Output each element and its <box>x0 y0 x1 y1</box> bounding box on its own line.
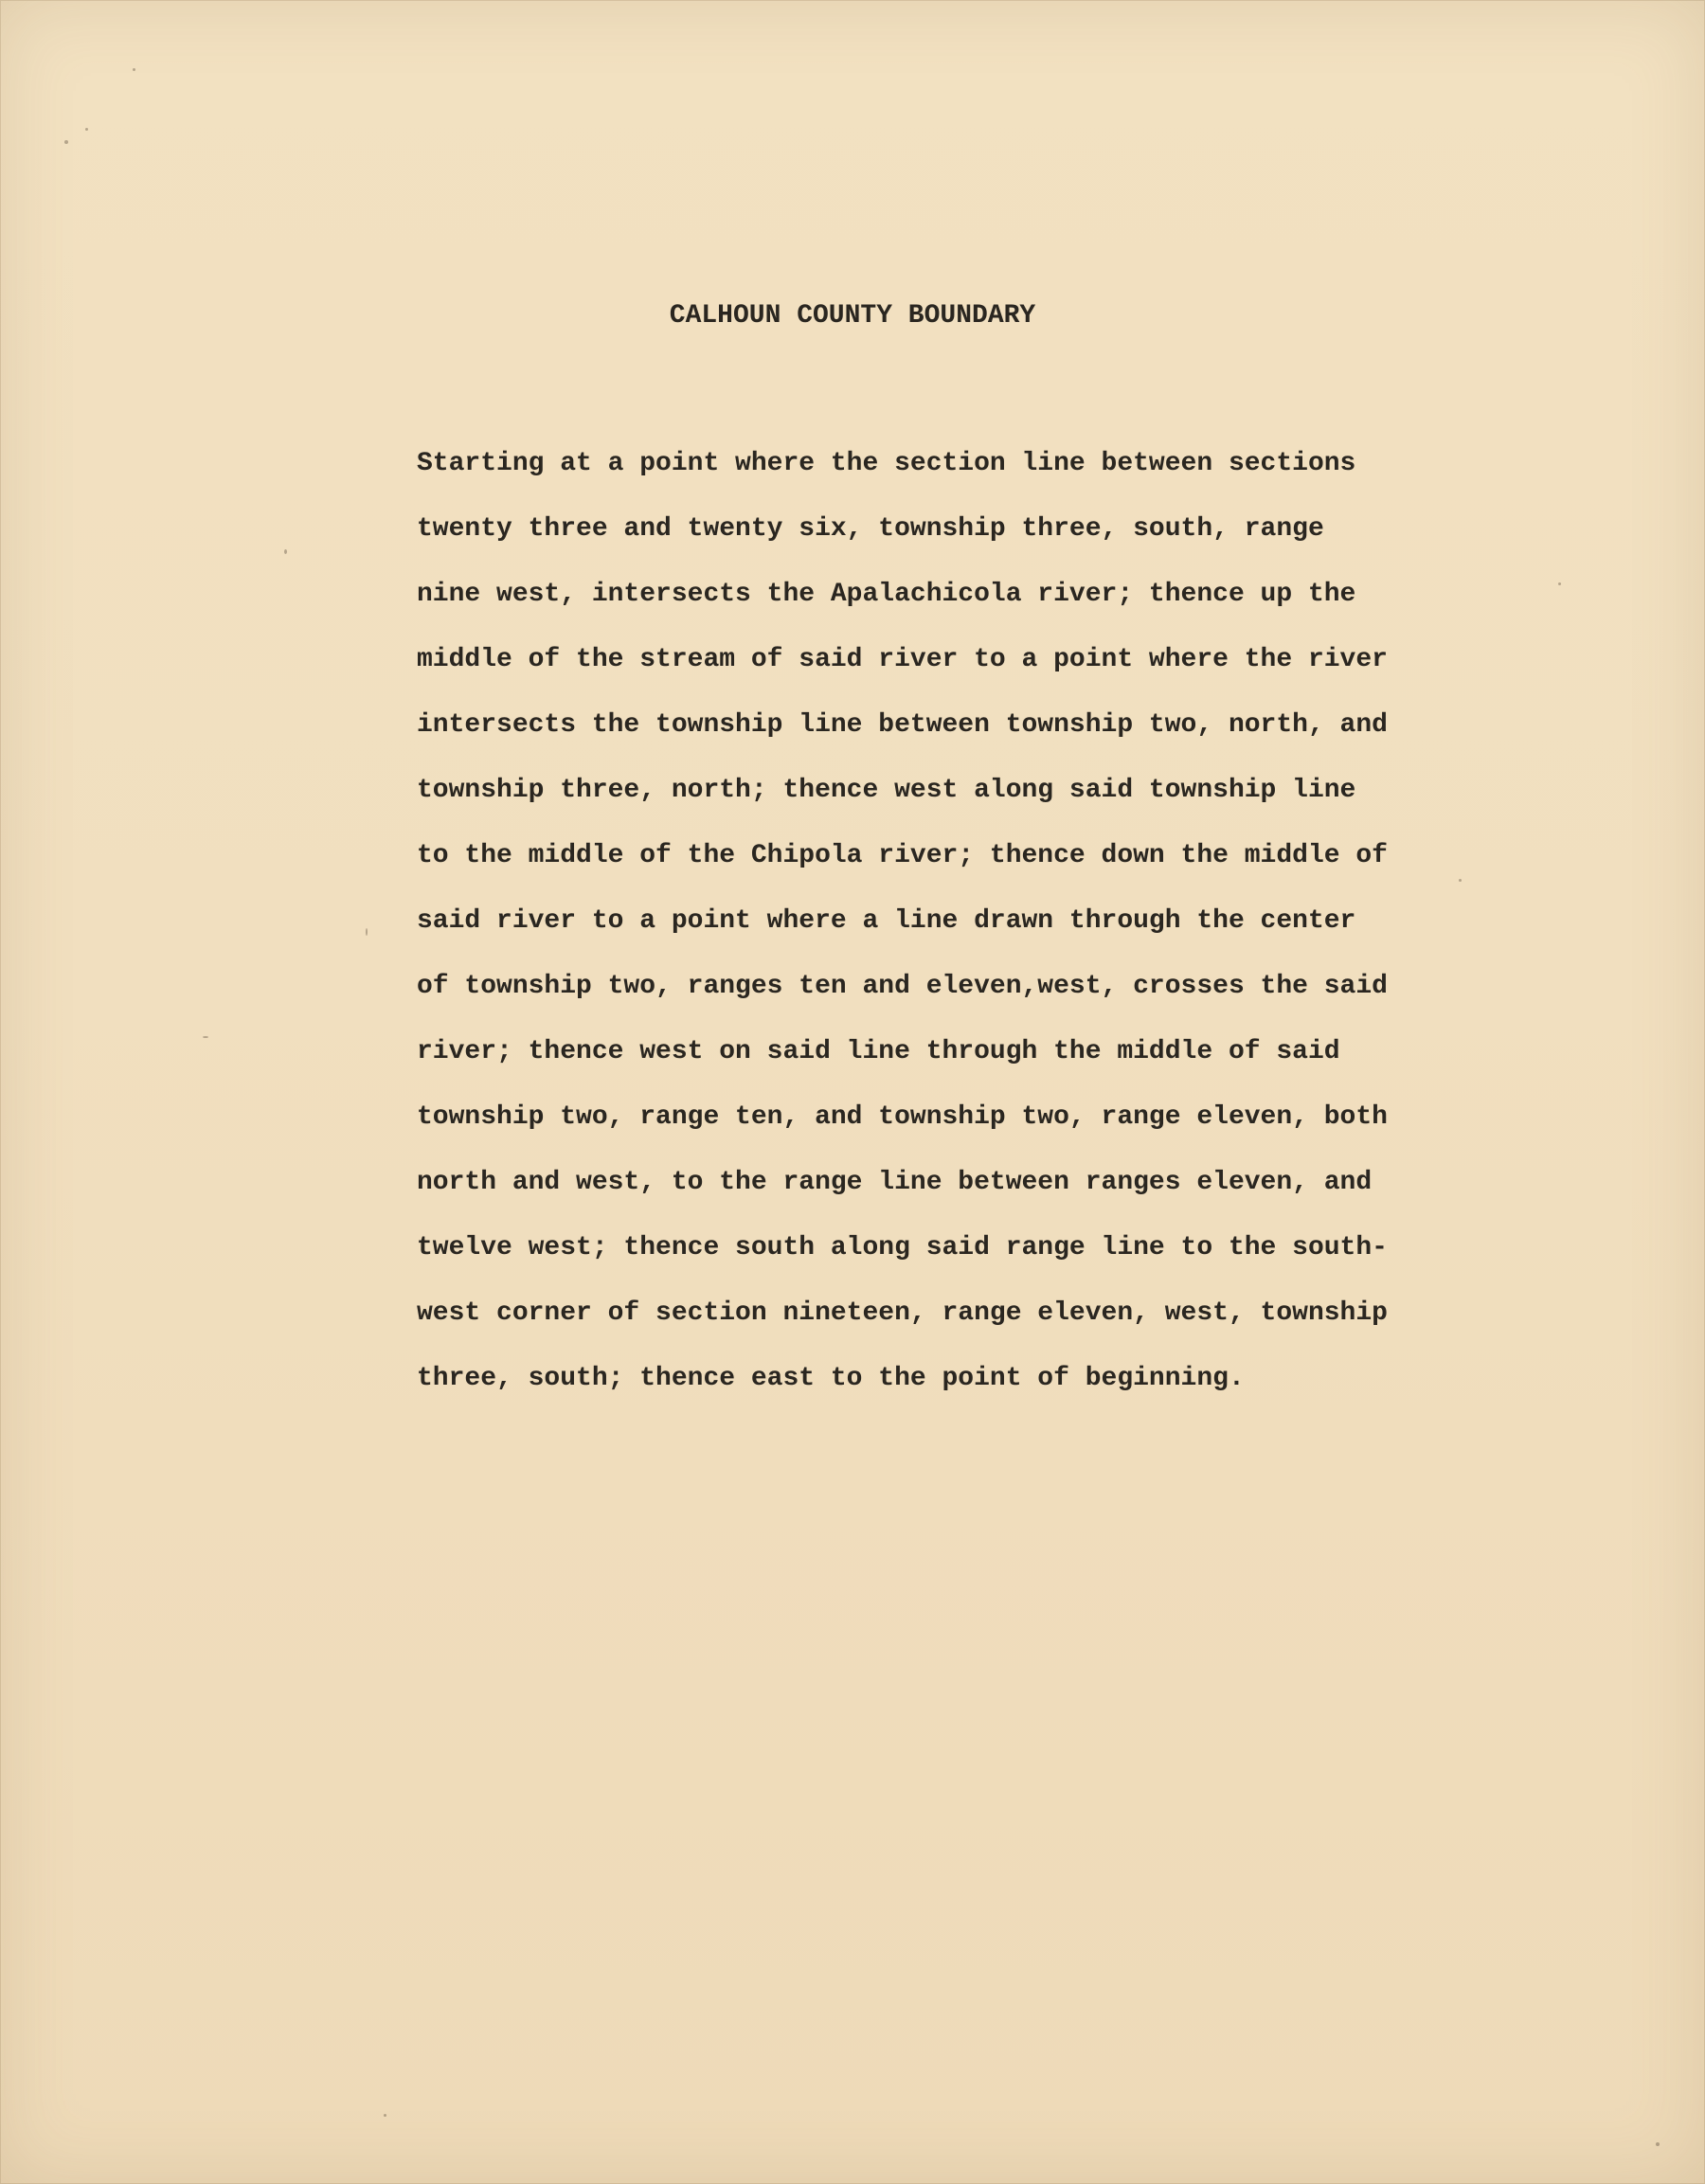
text-line: township three, north; thence west along said township line <box>417 776 1356 805</box>
text-line: Starting at a point where the section line between sections <box>417 449 1356 478</box>
document-title: CALHOUN COUNTY BOUNDARY <box>669 301 1036 331</box>
paper-speck <box>85 128 88 131</box>
text-line: to the middle of the Chipola river; thence down the middle of <box>417 841 1388 870</box>
paper-speck <box>284 549 287 554</box>
paper-speck <box>203 1036 208 1038</box>
paper-speck <box>366 928 368 936</box>
text-line: intersects the township line between township two, north, and <box>417 710 1388 740</box>
text-line: river; thence west on said line through the middle of said <box>417 1037 1340 1066</box>
text-line: twenty three and twenty six, township three, south, range <box>417 514 1324 544</box>
paper-speck <box>1558 582 1561 585</box>
paper-speck <box>384 2114 386 2117</box>
text-line: three, south; thence east to the point of beginning. <box>417 1364 1245 1393</box>
text-line: nine west, intersects the Apalachicola river; thence up the <box>417 580 1356 609</box>
text-line: of township two, ranges ten and eleven,west, crosses the said <box>417 972 1388 1001</box>
text-line: twelve west; thence south along said range line to the south- <box>417 1233 1388 1262</box>
text-line: west corner of section nineteen, range eleven, west, township <box>417 1298 1388 1328</box>
paper-speck <box>133 68 135 71</box>
paper-speck <box>1656 2142 1660 2146</box>
text-line: middle of the stream of said river to a point where the river <box>417 645 1388 674</box>
text-line: north and west, to the range line between ranges eleven, and <box>417 1168 1373 1197</box>
paper-speck <box>64 140 68 144</box>
text-line: said river to a point where a line drawn through the center <box>417 906 1356 936</box>
text-line: township two, range ten, and township two, range eleven, both <box>417 1102 1388 1132</box>
boundary-description <box>417 431 1478 1411</box>
